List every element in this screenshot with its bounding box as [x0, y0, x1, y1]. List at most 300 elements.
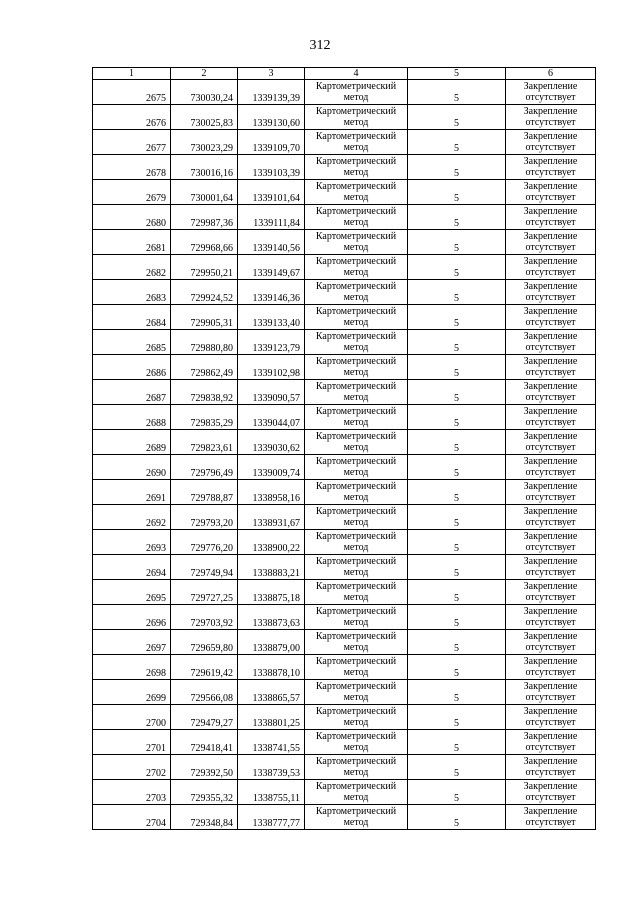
table-row — [93, 755, 596, 780]
method-cell — [305, 805, 408, 830]
method-cell — [305, 730, 408, 755]
x-coordinate-cell: 729835,29 — [171, 405, 238, 430]
method-line-1: Картометрический — [315, 756, 397, 767]
fixation-cell — [506, 380, 596, 405]
fixation-line-2: отсутствует — [525, 317, 576, 328]
accuracy-cell: 5 — [408, 155, 506, 180]
fixation-cell — [506, 280, 596, 305]
method-line-2: метод — [343, 392, 369, 403]
method-line-2: метод — [343, 192, 369, 203]
fixation-cell — [506, 155, 596, 180]
method-cell — [305, 105, 408, 130]
fixation-cell — [506, 130, 596, 155]
fixation-line-1: Закрепление — [523, 406, 578, 417]
fixation-cell — [506, 405, 596, 430]
fixation-line-2: отсутствует — [525, 117, 576, 128]
fixation-cell — [506, 230, 596, 255]
y-coordinate-cell: 1339030,62 — [238, 430, 305, 455]
x-coordinate-cell: 729418,41 — [171, 730, 238, 755]
fixation-line-1: Закрепление — [523, 106, 578, 117]
fixation-cell — [506, 630, 596, 655]
x-coordinate-cell: 730030,24 — [171, 80, 238, 105]
fixation-cell — [506, 655, 596, 680]
fixation-cell — [506, 755, 596, 780]
fixation-cell — [506, 305, 596, 330]
method-line-1: Картометрический — [315, 81, 397, 92]
accuracy-cell: 5 — [408, 705, 506, 730]
fixation-line-2: отсутствует — [525, 617, 576, 628]
table-body — [93, 80, 596, 830]
fixation-line-2: отсутствует — [525, 592, 576, 603]
accuracy-cell: 5 — [408, 305, 506, 330]
table-row — [93, 155, 596, 180]
fixation-line-2: отсутствует — [525, 542, 576, 553]
method-line-1: Картометрический — [315, 206, 397, 217]
y-coordinate-cell: 1339130,60 — [238, 105, 305, 130]
point-number-cell: 2701 — [93, 730, 171, 755]
method-cell — [305, 755, 408, 780]
x-coordinate-cell: 729905,31 — [171, 305, 238, 330]
method-cell — [305, 255, 408, 280]
point-number-cell: 2678 — [93, 155, 171, 180]
fixation-line-2: отсутствует — [525, 292, 576, 303]
fixation-line-2: отсутствует — [525, 517, 576, 528]
page-number: 312 — [309, 38, 331, 53]
point-number-cell: 2683 — [93, 280, 171, 305]
y-coordinate-cell: 1339139,39 — [238, 80, 305, 105]
accuracy-cell: 5 — [408, 680, 506, 705]
x-coordinate-cell: 730016,16 — [171, 155, 238, 180]
fixation-line-1: Закрепление — [523, 681, 578, 692]
accuracy-cell: 5 — [408, 730, 506, 755]
fixation-line-1: Закрепление — [523, 781, 578, 792]
y-coordinate-cell: 1339146,36 — [238, 280, 305, 305]
method-cell — [305, 180, 408, 205]
method-cell — [305, 155, 408, 180]
fixation-line-2: отсутствует — [525, 767, 576, 778]
fixation-cell — [506, 330, 596, 355]
column-header: 3 — [238, 68, 305, 80]
y-coordinate-cell: 1339109,70 — [238, 130, 305, 155]
method-line-2: метод — [343, 817, 369, 828]
method-cell — [305, 530, 408, 555]
method-line-2: метод — [343, 342, 369, 353]
y-coordinate-cell: 1339009,74 — [238, 455, 305, 480]
fixation-line-1: Закрепление — [523, 206, 578, 217]
table-row — [93, 405, 596, 430]
fixation-cell — [506, 105, 596, 130]
method-line-2: метод — [343, 267, 369, 278]
table-row — [93, 630, 596, 655]
accuracy-cell: 5 — [408, 805, 506, 830]
y-coordinate-cell: 1339123,79 — [238, 330, 305, 355]
fixation-line-2: отсутствует — [525, 92, 576, 103]
y-coordinate-cell: 1338873,63 — [238, 605, 305, 630]
method-cell — [305, 555, 408, 580]
point-number-cell: 2699 — [93, 680, 171, 705]
table-row — [93, 480, 596, 505]
method-line-2: метод — [343, 242, 369, 253]
table-row — [93, 280, 596, 305]
table-row — [93, 555, 596, 580]
method-line-2: метод — [343, 442, 369, 453]
method-line-2: метод — [343, 417, 369, 428]
fixation-line-2: отсутствует — [525, 342, 576, 353]
fixation-cell — [506, 555, 596, 580]
method-cell — [305, 130, 408, 155]
x-coordinate-cell: 729838,92 — [171, 380, 238, 405]
fixation-line-1: Закрепление — [523, 81, 578, 92]
x-coordinate-cell: 730023,29 — [171, 130, 238, 155]
method-cell — [305, 480, 408, 505]
y-coordinate-cell: 1338879,00 — [238, 630, 305, 655]
method-line-2: метод — [343, 692, 369, 703]
table-row — [93, 505, 596, 530]
accuracy-cell: 5 — [408, 430, 506, 455]
y-coordinate-cell: 1338931,67 — [238, 505, 305, 530]
fixation-line-1: Закрепление — [523, 156, 578, 167]
fixation-line-1: Закрепление — [523, 506, 578, 517]
y-coordinate-cell: 1338865,57 — [238, 680, 305, 705]
fixation-cell — [506, 480, 596, 505]
accuracy-cell: 5 — [408, 130, 506, 155]
table-row — [93, 380, 596, 405]
fixation-line-2: отсутствует — [525, 442, 576, 453]
fixation-line-1: Закрепление — [523, 581, 578, 592]
method-line-1: Картометрический — [315, 356, 397, 367]
fixation-cell — [506, 805, 596, 830]
x-coordinate-cell: 729793,20 — [171, 505, 238, 530]
y-coordinate-cell: 1339090,57 — [238, 380, 305, 405]
accuracy-cell: 5 — [408, 480, 506, 505]
fixation-line-2: отсутствует — [525, 792, 576, 803]
accuracy-cell: 5 — [408, 655, 506, 680]
point-number-cell: 2677 — [93, 130, 171, 155]
x-coordinate-cell: 729659,80 — [171, 630, 238, 655]
fixation-line-2: отсутствует — [525, 567, 576, 578]
fixation-line-2: отсутствует — [525, 392, 576, 403]
method-line-2: метод — [343, 467, 369, 478]
point-number-cell: 2687 — [93, 380, 171, 405]
method-line-1: Картометрический — [315, 281, 397, 292]
x-coordinate-cell: 729749,94 — [171, 555, 238, 580]
table-row — [93, 530, 596, 555]
fixation-line-2: отсутствует — [525, 242, 576, 253]
method-cell — [305, 655, 408, 680]
fixation-line-1: Закрепление — [523, 756, 578, 767]
fixation-cell — [506, 430, 596, 455]
point-number-cell: 2688 — [93, 405, 171, 430]
point-number-cell: 2689 — [93, 430, 171, 455]
point-number-cell: 2681 — [93, 230, 171, 255]
y-coordinate-cell: 1338741,55 — [238, 730, 305, 755]
fixation-cell — [506, 255, 596, 280]
point-number-cell: 2695 — [93, 580, 171, 605]
method-cell — [305, 380, 408, 405]
accuracy-cell: 5 — [408, 355, 506, 380]
column-header: 2 — [171, 68, 238, 80]
point-number-cell: 2682 — [93, 255, 171, 280]
method-line-2: метод — [343, 642, 369, 653]
accuracy-cell: 5 — [408, 205, 506, 230]
fixation-cell — [506, 605, 596, 630]
fixation-line-2: отсутствует — [525, 692, 576, 703]
method-line-1: Картометрический — [315, 231, 397, 242]
method-line-1: Картометрический — [315, 531, 397, 542]
method-cell — [305, 230, 408, 255]
fixation-cell — [506, 580, 596, 605]
fixation-line-2: отсутствует — [525, 267, 576, 278]
fixation-cell — [506, 505, 596, 530]
method-cell — [305, 305, 408, 330]
accuracy-cell: 5 — [408, 230, 506, 255]
x-coordinate-cell: 729727,25 — [171, 580, 238, 605]
x-coordinate-cell: 729392,50 — [171, 755, 238, 780]
method-line-1: Картометрический — [315, 331, 397, 342]
fixation-line-2: отсутствует — [525, 642, 576, 653]
point-number-cell: 2702 — [93, 755, 171, 780]
fixation-line-2: отсутствует — [525, 717, 576, 728]
method-line-2: метод — [343, 217, 369, 228]
y-coordinate-cell: 1338878,10 — [238, 655, 305, 680]
point-number-cell: 2693 — [93, 530, 171, 555]
x-coordinate-cell: 729968,66 — [171, 230, 238, 255]
accuracy-cell: 5 — [408, 455, 506, 480]
column-header: 4 — [305, 68, 408, 80]
y-coordinate-cell: 1338883,21 — [238, 555, 305, 580]
method-cell — [305, 80, 408, 105]
x-coordinate-cell: 729950,21 — [171, 255, 238, 280]
fixation-cell — [506, 455, 596, 480]
method-line-1: Картометрический — [315, 706, 397, 717]
point-number-cell: 2697 — [93, 630, 171, 655]
table-row — [93, 780, 596, 805]
column-header: 1 — [93, 68, 171, 80]
method-cell — [305, 780, 408, 805]
table-row — [93, 130, 596, 155]
method-line-2: метод — [343, 792, 369, 803]
method-line-1: Картометрический — [315, 731, 397, 742]
table-row — [93, 305, 596, 330]
fixation-line-2: отсутствует — [525, 467, 576, 478]
y-coordinate-cell: 1338739,53 — [238, 755, 305, 780]
table-row — [93, 330, 596, 355]
fixation-line-2: отсутствует — [525, 367, 576, 378]
x-coordinate-cell: 729348,84 — [171, 805, 238, 830]
method-line-2: метод — [343, 492, 369, 503]
y-coordinate-cell: 1339111,84 — [238, 205, 305, 230]
accuracy-cell: 5 — [408, 780, 506, 805]
method-line-2: метод — [343, 742, 369, 753]
x-coordinate-cell: 729479,27 — [171, 705, 238, 730]
point-number-cell: 2685 — [93, 330, 171, 355]
point-number-cell: 2692 — [93, 505, 171, 530]
point-number-cell: 2704 — [93, 805, 171, 830]
method-line-1: Картометрический — [315, 431, 397, 442]
fixation-line-1: Закрепление — [523, 356, 578, 367]
method-line-2: метод — [343, 317, 369, 328]
x-coordinate-cell: 729566,08 — [171, 680, 238, 705]
table-row — [93, 605, 596, 630]
y-coordinate-cell: 1338875,18 — [238, 580, 305, 605]
method-line-1: Картометрический — [315, 806, 397, 817]
x-coordinate-cell: 729987,36 — [171, 205, 238, 230]
fixation-line-2: отсутствует — [525, 492, 576, 503]
x-coordinate-cell: 729880,80 — [171, 330, 238, 355]
fixation-line-2: отсутствует — [525, 742, 576, 753]
table-row — [93, 805, 596, 830]
table-row — [93, 705, 596, 730]
fixation-line-1: Закрепление — [523, 331, 578, 342]
point-number-cell: 2694 — [93, 555, 171, 580]
coordinates-table — [92, 67, 596, 830]
table-row — [93, 680, 596, 705]
method-line-2: метод — [343, 767, 369, 778]
accuracy-cell: 5 — [408, 530, 506, 555]
method-cell — [305, 605, 408, 630]
column-header: 5 — [408, 68, 506, 80]
accuracy-cell: 5 — [408, 80, 506, 105]
point-number-cell: 2700 — [93, 705, 171, 730]
y-coordinate-cell: 1339140,56 — [238, 230, 305, 255]
point-number-cell: 2680 — [93, 205, 171, 230]
method-line-1: Картометрический — [315, 456, 397, 467]
method-line-2: метод — [343, 592, 369, 603]
method-line-1: Картометрический — [315, 131, 397, 142]
method-line-1: Картометрический — [315, 106, 397, 117]
y-coordinate-cell: 1339103,39 — [238, 155, 305, 180]
y-coordinate-cell: 1339133,40 — [238, 305, 305, 330]
x-coordinate-cell: 730025,83 — [171, 105, 238, 130]
method-line-1: Картометрический — [315, 406, 397, 417]
method-cell — [305, 680, 408, 705]
method-line-2: метод — [343, 567, 369, 578]
method-line-2: метод — [343, 292, 369, 303]
method-line-2: метод — [343, 667, 369, 678]
accuracy-cell: 5 — [408, 330, 506, 355]
fixation-cell — [506, 80, 596, 105]
point-number-cell: 2676 — [93, 105, 171, 130]
method-line-1: Картометрический — [315, 656, 397, 667]
fixation-line-1: Закрепление — [523, 656, 578, 667]
method-cell — [305, 705, 408, 730]
fixation-cell — [506, 355, 596, 380]
accuracy-cell: 5 — [408, 755, 506, 780]
table-header-row — [93, 68, 596, 80]
accuracy-cell: 5 — [408, 180, 506, 205]
y-coordinate-cell: 1339044,07 — [238, 405, 305, 430]
table-row — [93, 655, 596, 680]
y-coordinate-cell: 1339149,67 — [238, 255, 305, 280]
accuracy-cell: 5 — [408, 630, 506, 655]
accuracy-cell: 5 — [408, 605, 506, 630]
fixation-line-1: Закрепление — [523, 281, 578, 292]
fixation-line-2: отсутствует — [525, 817, 576, 828]
table-row — [93, 580, 596, 605]
method-cell — [305, 455, 408, 480]
fixation-line-1: Закрепление — [523, 456, 578, 467]
fixation-cell — [506, 530, 596, 555]
y-coordinate-cell: 1338755,11 — [238, 780, 305, 805]
method-line-1: Картометрический — [315, 381, 397, 392]
table-row — [93, 355, 596, 380]
fixation-line-1: Закрепление — [523, 131, 578, 142]
fixation-line-1: Закрепление — [523, 631, 578, 642]
method-line-1: Картометрический — [315, 681, 397, 692]
fixation-cell — [506, 205, 596, 230]
fixation-line-1: Закрепление — [523, 431, 578, 442]
fixation-line-1: Закрепление — [523, 481, 578, 492]
table-row — [93, 730, 596, 755]
accuracy-cell: 5 — [408, 580, 506, 605]
x-coordinate-cell: 729796,49 — [171, 455, 238, 480]
accuracy-cell: 5 — [408, 555, 506, 580]
table-row — [93, 255, 596, 280]
method-line-2: метод — [343, 92, 369, 103]
point-number-cell: 2696 — [93, 605, 171, 630]
method-cell — [305, 430, 408, 455]
fixation-line-1: Закрепление — [523, 731, 578, 742]
method-cell — [305, 280, 408, 305]
x-coordinate-cell: 729703,92 — [171, 605, 238, 630]
method-line-1: Картометрический — [315, 306, 397, 317]
fixation-line-2: отсутствует — [525, 192, 576, 203]
accuracy-cell: 5 — [408, 380, 506, 405]
fixation-line-1: Закрепление — [523, 806, 578, 817]
table-row — [93, 230, 596, 255]
x-coordinate-cell: 729862,49 — [171, 355, 238, 380]
fixation-line-2: отсутствует — [525, 142, 576, 153]
method-line-2: метод — [343, 367, 369, 378]
accuracy-cell: 5 — [408, 405, 506, 430]
fixation-line-1: Закрепление — [523, 606, 578, 617]
y-coordinate-cell: 1339102,98 — [238, 355, 305, 380]
x-coordinate-cell: 730001,64 — [171, 180, 238, 205]
x-coordinate-cell: 729619,42 — [171, 655, 238, 680]
fixation-line-1: Закрепление — [523, 306, 578, 317]
method-line-1: Картометрический — [315, 506, 397, 517]
method-line-2: метод — [343, 717, 369, 728]
fixation-line-1: Закрепление — [523, 231, 578, 242]
method-line-1: Картометрический — [315, 781, 397, 792]
method-cell — [305, 330, 408, 355]
table-row — [93, 80, 596, 105]
method-line-2: метод — [343, 517, 369, 528]
y-coordinate-cell: 1338900,22 — [238, 530, 305, 555]
point-number-cell: 2691 — [93, 480, 171, 505]
method-line-1: Картометрический — [315, 156, 397, 167]
method-line-1: Картометрический — [315, 556, 397, 567]
accuracy-cell: 5 — [408, 505, 506, 530]
method-cell — [305, 355, 408, 380]
fixation-cell — [506, 730, 596, 755]
table-row — [93, 180, 596, 205]
method-line-1: Картометрический — [315, 181, 397, 192]
y-coordinate-cell: 1339101,64 — [238, 180, 305, 205]
y-coordinate-cell: 1338958,16 — [238, 480, 305, 505]
fixation-cell — [506, 680, 596, 705]
fixation-line-1: Закрепление — [523, 181, 578, 192]
accuracy-cell: 5 — [408, 105, 506, 130]
fixation-line-1: Закрепление — [523, 381, 578, 392]
y-coordinate-cell: 1338801,25 — [238, 705, 305, 730]
point-number-cell: 2686 — [93, 355, 171, 380]
point-number-cell: 2684 — [93, 305, 171, 330]
fixation-cell — [506, 180, 596, 205]
table-row — [93, 205, 596, 230]
point-number-cell: 2698 — [93, 655, 171, 680]
fixation-line-2: отсутствует — [525, 217, 576, 228]
